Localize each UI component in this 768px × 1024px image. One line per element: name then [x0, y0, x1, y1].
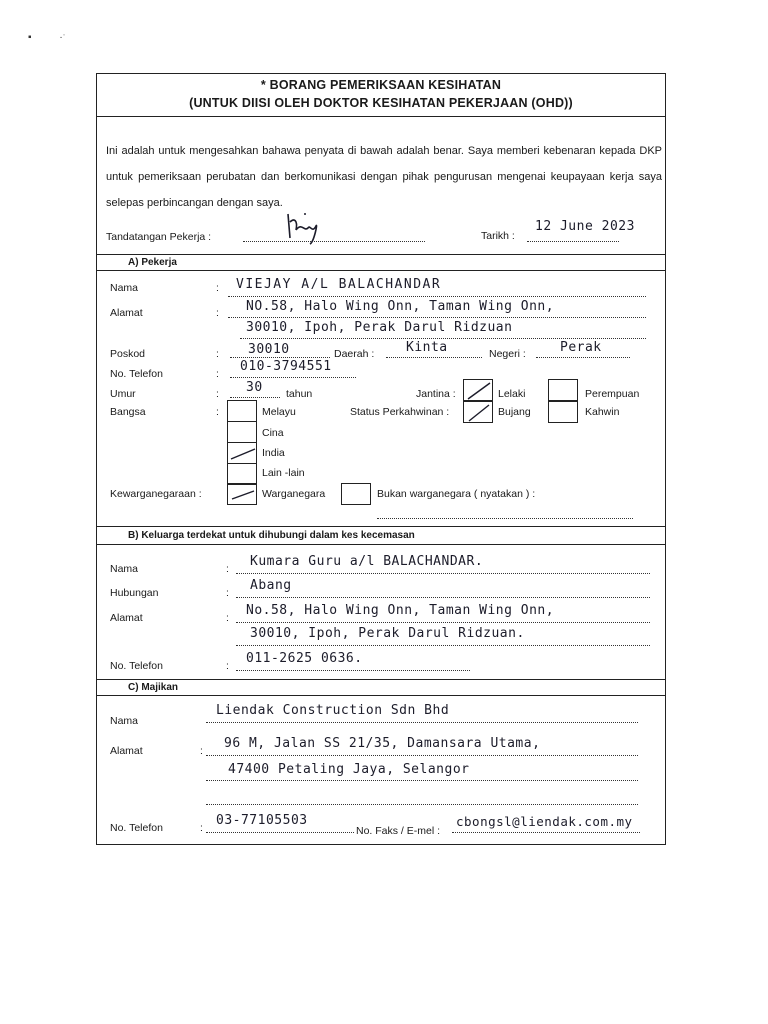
declaration-text: Ini adalah untuk mengesahkan bahawa penyata di bawah adalah benar. Saya memberi kebenaran kepada DKP untuk pemeriksaan perubatan dan berkomunikasi dengan pihak pengurusan mengenai keupayaan kerja saya selepas perbincangan dengan saya. [106, 145, 662, 209]
checkbox-lelaki[interactable] [463, 379, 493, 401]
kin-relationship-value[interactable]: Abang [250, 578, 292, 593]
line [236, 622, 650, 623]
label-tahun: tahun [286, 388, 313, 400]
option-lain-lain: Lain -lain [262, 467, 305, 479]
label-telefon: No. Telefon [110, 660, 163, 672]
label-poskod: Poskod [110, 348, 146, 360]
label-nama: Nama [110, 282, 139, 294]
divider [96, 544, 666, 545]
label-telefon: No. Telefon [110, 822, 163, 834]
option-kahwin: Kahwin [585, 406, 620, 418]
option-warganegara: Warganegara [262, 488, 326, 500]
line [230, 357, 330, 358]
divider [96, 679, 666, 680]
form-subtitle: (UNTUK DIISI OLEH DOKTOR KESIHATAN PEKERJAAN (OHD)) [189, 96, 573, 110]
colon: : [216, 368, 219, 380]
colon: : [216, 348, 219, 360]
label-negeri: Negeri : [489, 348, 526, 360]
line [236, 573, 650, 574]
colon: : [226, 563, 229, 575]
option-cina: Cina [262, 427, 284, 439]
label-alamat: Alamat [110, 307, 143, 319]
line [230, 377, 356, 378]
employer-email-value[interactable]: cbongsl@liendak.com.my [456, 814, 633, 829]
line [206, 722, 638, 723]
scan-specks: ▪ ·ˑ [28, 32, 66, 43]
colon: : [200, 822, 203, 834]
employer-name-value[interactable]: Liendak Construction Sdn Bhd [216, 703, 450, 718]
label-kewarganegaraan: Kewarganegaraan : [110, 488, 202, 500]
label-nama: Nama [110, 715, 139, 727]
signature-line[interactable] [243, 241, 425, 242]
kin-address-line2[interactable]: 30010, Ipoh, Perak Darul Ridzuan. [250, 626, 525, 641]
employer-address-line1[interactable]: 96 M, Jalan SS 21/35, Damansara Utama, [224, 736, 541, 751]
label-alamat: Alamat [110, 745, 143, 757]
checkbox-perempuan[interactable] [548, 379, 578, 401]
checkbox-kahwin[interactable] [548, 401, 578, 423]
checkbox-lain-lain[interactable] [227, 463, 257, 485]
section-c-title: C) Majikan [128, 682, 179, 693]
line [536, 357, 630, 358]
line [240, 338, 646, 339]
colon: : [226, 660, 229, 672]
label-daerah: Daerah : [334, 348, 375, 360]
line [206, 804, 638, 805]
label-hubungan: Hubungan [110, 587, 159, 599]
line [386, 357, 482, 358]
option-bujang: Bujang [498, 406, 531, 418]
line [377, 518, 633, 519]
checkbox-bujang[interactable] [463, 401, 493, 423]
colon: : [216, 406, 219, 418]
option-bukan-warganegara: Bukan warganegara ( nyatakan ) : [377, 488, 536, 500]
line [230, 397, 280, 398]
line [206, 755, 638, 756]
colon: : [216, 307, 219, 319]
line [452, 832, 640, 833]
date-line [527, 241, 619, 242]
option-melayu: Melayu [262, 406, 296, 418]
date-label: Tarikh : [481, 230, 515, 242]
divider [96, 116, 666, 117]
colon: : [226, 612, 229, 624]
divider [96, 695, 666, 696]
option-lelaki: Lelaki [498, 388, 526, 400]
date-value[interactable]: 12 June 2023 [535, 219, 635, 234]
option-perempuan: Perempuan [585, 388, 640, 400]
line [206, 832, 354, 833]
checkbox-cina[interactable] [227, 421, 257, 443]
worker-name-value[interactable]: VIEJAY A/L BALACHANDAR [236, 277, 442, 292]
employee-signature [280, 208, 324, 246]
worker-postcode[interactable]: 30010 [248, 342, 290, 357]
label-alamat: Alamat [110, 612, 143, 624]
worker-age[interactable]: 30 [246, 380, 263, 395]
checkbox-india[interactable] [227, 442, 257, 464]
label-umur: Umur [110, 388, 136, 400]
label-bangsa: Bangsa [110, 406, 146, 418]
divider [96, 254, 666, 255]
employer-address-line2[interactable]: 47400 Petaling Jaya, Selangor [228, 762, 470, 777]
divider [96, 270, 666, 271]
line [228, 296, 646, 297]
colon: : [226, 587, 229, 599]
checkbox-melayu[interactable] [227, 400, 257, 422]
employer-phone-value[interactable]: 03-77105503 [216, 813, 308, 828]
worker-district[interactable]: Kinta [406, 340, 448, 355]
line [236, 670, 470, 671]
label-jantina: Jantina : [416, 388, 456, 400]
worker-address-line1[interactable]: NO.58, Halo Wing Onn, Taman Wing Onn, [246, 299, 555, 314]
kin-address-line1[interactable]: No.58, Halo Wing Onn, Taman Wing Onn, [246, 603, 555, 618]
colon: : [216, 282, 219, 294]
line [206, 780, 638, 781]
label-faks-email: No. Faks / E-mel : [356, 825, 441, 837]
section-b-title: B) Keluarga terdekat untuk dihubungi dalam kes kecemasan [128, 530, 415, 541]
label-nama: Nama [110, 563, 139, 575]
worker-phone[interactable]: 010-3794551 [240, 359, 332, 374]
option-india: India [262, 447, 285, 459]
line [228, 317, 646, 318]
label-status: Status Perkahwinan : [350, 406, 450, 418]
checkbox-warganegara[interactable] [227, 483, 257, 505]
colon: : [200, 745, 203, 757]
line [236, 597, 650, 598]
signature-label: Tandatangan Pekerja : [106, 231, 212, 243]
kin-phone-value[interactable]: 011-2625 0636. [246, 651, 363, 666]
line [236, 645, 650, 646]
colon: : [216, 388, 219, 400]
form-title: * BORANG PEMERIKSAAN KESIHATAN [260, 78, 502, 92]
section-a-title: A) Pekerja [128, 257, 177, 268]
checkbox-bukan-warganegara[interactable] [341, 483, 371, 505]
worker-address-line2[interactable]: 30010, Ipoh, Perak Darul Ridzuan [246, 320, 513, 335]
label-telefon: No. Telefon [110, 368, 163, 380]
divider [96, 526, 666, 527]
kin-name-value[interactable]: Kumara Guru a/l BALACHANDAR. [250, 554, 484, 569]
worker-state[interactable]: Perak [560, 340, 602, 355]
